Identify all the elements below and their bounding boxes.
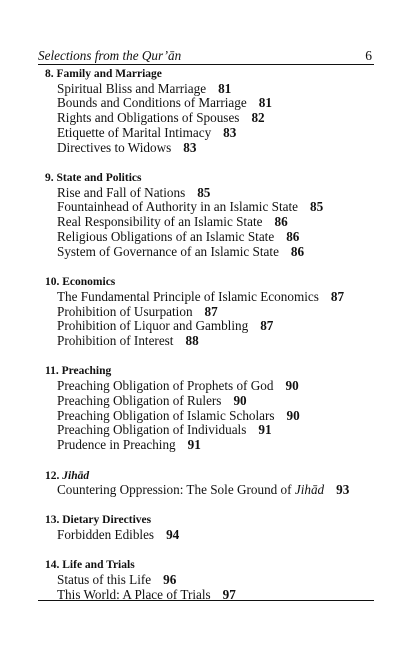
entry-title: Countering Oppression: The Sole Ground of: [57, 482, 295, 498]
toc-section-jihad: [45, 469, 375, 498]
entry-page-number: 85: [197, 184, 211, 200]
toc-entry[interactable]: [57, 245, 375, 260]
entry-page-number: 83: [183, 139, 197, 155]
toc-section-life-and-trials: [45, 558, 375, 602]
toc-entry[interactable]: [57, 215, 375, 230]
entry-page-number: 94: [166, 527, 180, 542]
entry-page-number: 86: [286, 229, 300, 245]
toc-entry[interactable]: [57, 528, 375, 543]
entry-page-number: 90: [286, 407, 300, 423]
entry-page-number: 87: [204, 303, 218, 319]
entry-title: Preaching Obligation of Individuals: [57, 422, 247, 438]
entry-title: Preaching Obligation of Rulers: [57, 392, 222, 408]
entry-title: System of Governance of an Islamic State: [57, 243, 279, 259]
toc-section-preaching: [45, 364, 375, 453]
entry-page-number: 97: [222, 586, 236, 602]
toc-entry[interactable]: [57, 126, 375, 141]
section-heading: [45, 469, 375, 484]
entry-title: Prudence in Preaching: [57, 437, 176, 453]
section-number: 10.: [45, 276, 60, 289]
section-heading: [45, 558, 375, 573]
entry-page-number: 91: [187, 437, 201, 453]
toc-section-family-and-marriage: [45, 67, 375, 156]
toc-entry[interactable]: [57, 200, 375, 215]
entry-page-number: 91: [258, 422, 272, 438]
entry-page-number: 81: [218, 80, 232, 96]
entry-page-number: 85: [310, 199, 324, 215]
entry-title: Religious Obligations of an Islamic State: [57, 229, 275, 245]
section-title: Economics: [62, 276, 116, 289]
toc-section-state-and-politics: [45, 171, 375, 260]
entry-title: Rise and Fall of Nations: [57, 184, 186, 200]
section-number: 11.: [45, 365, 59, 378]
toc-section-dietary-directives: [45, 513, 375, 542]
entry-page-number: 93: [336, 482, 350, 498]
toc-entry[interactable]: [57, 334, 375, 349]
toc-entry[interactable]: [57, 483, 375, 498]
entry-title: Forbidden Edibles: [57, 527, 155, 542]
entry-page-number: 83: [223, 124, 237, 140]
toc-entry[interactable]: [57, 319, 375, 334]
toc-entry[interactable]: [57, 290, 375, 305]
section-heading: [45, 364, 375, 379]
toc-entry[interactable]: [57, 438, 375, 453]
toc-entry[interactable]: [57, 409, 375, 424]
section-number: 8.: [45, 68, 54, 80]
section-title: Family and Marriage: [56, 68, 162, 80]
entry-title: Rights and Obligations of Spouses: [57, 110, 240, 126]
entry-page-number: 88: [185, 333, 199, 349]
entry-title: Status of this Life: [57, 571, 152, 587]
header-rule: [38, 64, 374, 65]
entry-title: Directives to Widows: [57, 139, 172, 155]
entry-title: Fountainhead of Authority in an Islamic State: [57, 199, 298, 215]
toc-entry[interactable]: [57, 111, 375, 126]
entry-page-number: 87: [330, 288, 345, 304]
entry-title: The Fundamental Principle of Islamic Economics: [57, 288, 319, 304]
entry-page-number: 86: [274, 214, 288, 230]
section-number: 14.: [45, 559, 60, 572]
entry-page-number: 82: [251, 110, 265, 126]
entry-title: Bounds and Conditions of Marriage: [57, 95, 247, 111]
entry-page-number: 90: [233, 392, 247, 408]
section-number: 12.: [45, 469, 60, 482]
footer-rule: [38, 600, 374, 601]
section-heading: [45, 171, 375, 186]
entry-page-number: 87: [260, 318, 274, 334]
entry-title: Preaching Obligation of Prophets of God: [57, 378, 274, 394]
entry-title: Prohibition of Interest: [57, 333, 174, 349]
toc-entry[interactable]: [57, 379, 375, 394]
toc-entry[interactable]: [57, 96, 375, 111]
toc-entry[interactable]: [57, 573, 375, 588]
toc-entry[interactable]: [57, 82, 375, 97]
entry-page-number: 81: [258, 95, 272, 111]
toc-entry[interactable]: [57, 230, 375, 245]
section-number: 13.: [45, 514, 60, 527]
page-number: 6: [365, 48, 372, 63]
entry-title-italic: Jihād: [294, 482, 325, 498]
toc-entry[interactable]: [57, 305, 375, 320]
entry-title: Real Responsibility of an Islamic State: [57, 214, 263, 230]
entry-page-number: 86: [290, 243, 305, 259]
entry-title: Prohibition of Liquor and Gambling: [57, 318, 249, 334]
entry-title: Prohibition of Usurpation: [57, 303, 193, 319]
toc-entry[interactable]: [57, 141, 375, 156]
entry-page-number: 96: [163, 571, 177, 587]
section-title: State and Politics: [56, 172, 142, 185]
toc-entry[interactable]: [57, 423, 375, 438]
section-heading: [45, 67, 375, 82]
running-header-title: Selections from the Qur’ān: [38, 48, 182, 63]
section-title: Preaching: [61, 365, 112, 378]
toc-entry[interactable]: [57, 186, 375, 201]
section-title: Dietary Directives: [62, 514, 152, 527]
entry-title: Preaching Obligation of Islamic Scholars: [57, 407, 275, 423]
toc-section-economics: [45, 275, 375, 349]
section-number: 9.: [45, 172, 54, 185]
section-heading: [45, 513, 375, 528]
section-heading: [45, 275, 375, 290]
table-of-contents: [45, 67, 375, 618]
entry-page-number: 90: [285, 378, 299, 394]
entry-title: Spiritual Bliss and Marriage: [57, 80, 207, 96]
toc-entry[interactable]: [57, 394, 375, 409]
section-title: Jihād: [62, 469, 90, 482]
entry-title: This World: A Place of Trials: [57, 586, 211, 602]
section-title: Life and Trials: [62, 559, 135, 572]
running-header: [38, 48, 374, 64]
entry-title: Etiquette of Marital Intimacy: [57, 124, 212, 140]
